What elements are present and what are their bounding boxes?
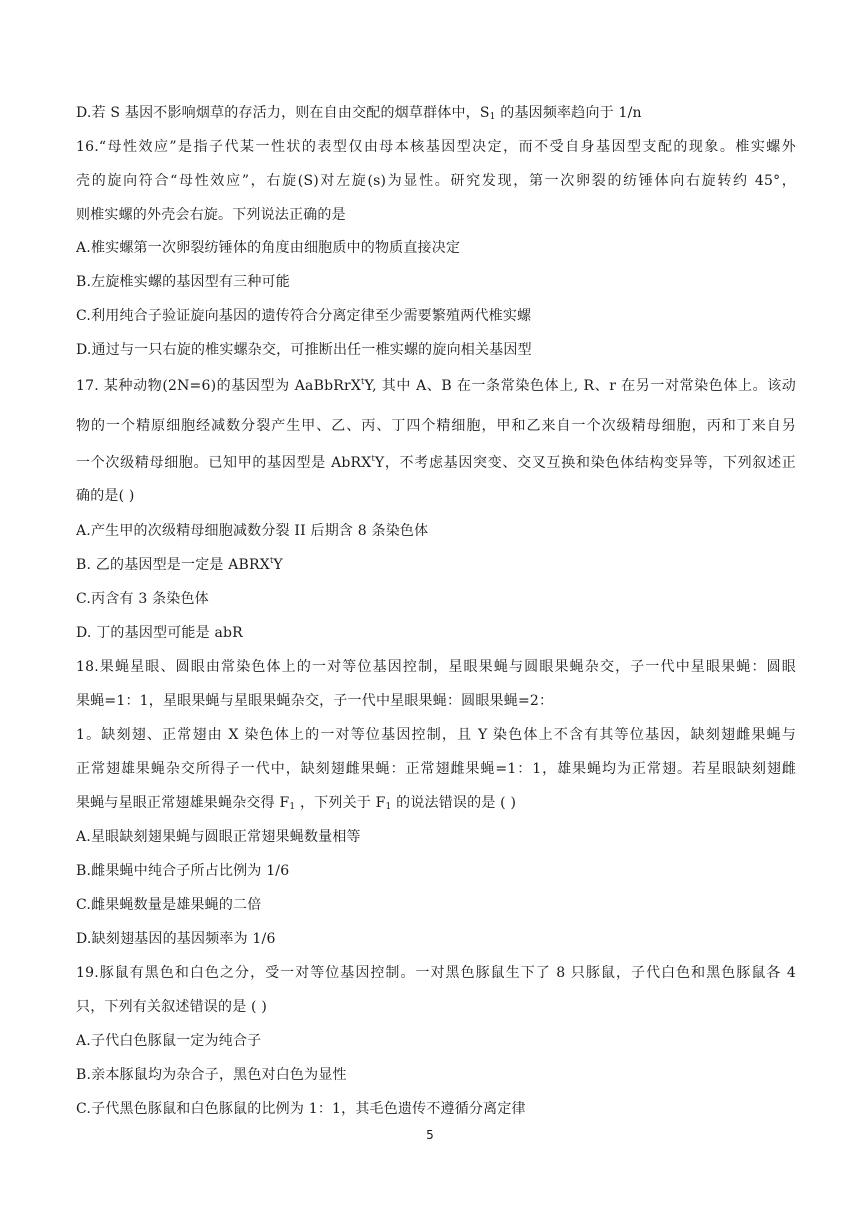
q18-stem-line-1: 18.果蝇星眼、圆眼由常染色体上的一对等位基因控制，星眼果蝇与圆眼果蝇杂交，子一代中星眼果蝇：圆眼	[76, 659, 796, 675]
q17-stem-line-3: 一个次级精母细胞。已知甲的基因型是 AbRX$^t$Y，不考虑基因突变、交叉互换和染色体结构变异等，下列叙述正	[76, 454, 796, 471]
q16-option-b: B.左旋椎实螺的基因型有三种可能	[76, 274, 290, 290]
q18-option-d: D.缺刻翅基因的基因频率为 1/6	[76, 931, 276, 947]
q19-stem-line-1: 19.豚鼠有黑色和白色之分，受一对等位基因控制。一对黑色豚鼠生下了 8 只豚鼠，子代白色和黑色豚鼠各 4	[76, 965, 796, 981]
q19-stem-line-2: 只，下列有关叙述错误的是 ( )	[76, 999, 268, 1015]
q17-option-c: C.丙含有 3 条染色体	[76, 591, 209, 607]
q17-option-b: B. 乙的基因型是一定是 ABRX$^t$Y	[76, 556, 283, 573]
q18-stem-line-4: 正常翅雄果蝇杂交所得子一代中，缺刻翅雌果蝇：正常翅雌果蝇=1：1，雄果蝇均为正常翅。若星眼缺刻翅雌	[76, 761, 796, 777]
q17-stem-line-1: 17. 某种动物(2N=6)的基因型为 AaBbRrX$^t$Y, 其中 A、B 在一条常染色体上, R、r 在另一对常染色体上。该动	[76, 377, 796, 394]
q17-stem-line-2: 物的一个精原细胞经减数分裂产生甲、乙、丙、丁四个精细胞，甲和乙来自一个次级精母细胞，丙和丁来自另	[76, 418, 796, 434]
q19-option-c: C.子代黑色豚鼠和白色豚鼠的比例为 1：1，其毛色遗传不遵循分离定律	[76, 1101, 526, 1117]
q16-stem-line-3: 则椎实螺的外壳会右旋。下列说法正确的是	[76, 207, 346, 223]
q17-option-a: A.产生甲的次级精母细胞减数分裂 II 后期含 8 条染色体	[76, 523, 429, 539]
q16-option-c: C.利用纯合子验证旋向基因的遗传符合分离定律至少需要繁殖两代椎实螺	[76, 308, 532, 324]
q16-stem-line-1: 16.“母性效应”是指子代某一性状的表型仅由母本核基因型决定，而不受自身基因型支配的现象。椎实螺外	[76, 139, 796, 155]
q18-option-c: C.雌果蝇数量是雄果蝇的二倍	[76, 897, 262, 913]
q19-option-b: B.亲本豚鼠均为杂合子，黑色对白色为显性	[76, 1067, 347, 1083]
q19-option-a: A.子代白色豚鼠一定为纯合子	[76, 1033, 262, 1049]
q16-option-a: A.椎实螺第一次卵裂纺锤体的角度由细胞质中的物质直接决定	[76, 240, 461, 256]
q18-stem-line-5: 果蝇与星眼正常翅雄果蝇杂交得 $F_1$ ，下列关于 $F_1$ 的说法错误的是 ( )	[76, 795, 517, 812]
q18-option-a: A.星眼缺刻翅果蝇与圆眼正常翅果蝇数量相等	[76, 829, 361, 845]
q16-stem-line-2: 壳的旋向符合“母性效应”，右旋(S)对左旋(s)为显性。研究发现，第一次卵裂的纺锤体向右旋转约 45°，	[76, 173, 796, 189]
q18-stem-line-2: 果蝇=1：1，星眼果蝇与星眼果蝇杂交，子一代中星眼果蝇：圆眼果蝇=2：	[76, 693, 554, 709]
q17-stem-line-4: 确的是( )	[76, 488, 135, 504]
q18-stem-line-3: 1。缺刻翅、正常翅由 X 染色体上的一对等位基因控制，且 Y 染色体上不含有其等位基因，缺刻翅雌果蝇与	[76, 727, 796, 743]
q18-option-b: B.雌果蝇中纯合子所占比例为 1/6	[76, 863, 290, 879]
q16-option-d: D.通过与一只右旋的椎实螺杂交，可推断出任一椎实螺的旋向相关基因型	[76, 342, 532, 358]
q15-option-d: D.若 S 基因不影响烟草的存活力，则在自由交配的烟草群体中，$S_1$ 的基因频率趋向于 1/n	[76, 105, 642, 122]
page-number: 5	[426, 1128, 434, 1142]
q17-option-d: D. 丁的基因型可能是 abR	[76, 625, 243, 641]
